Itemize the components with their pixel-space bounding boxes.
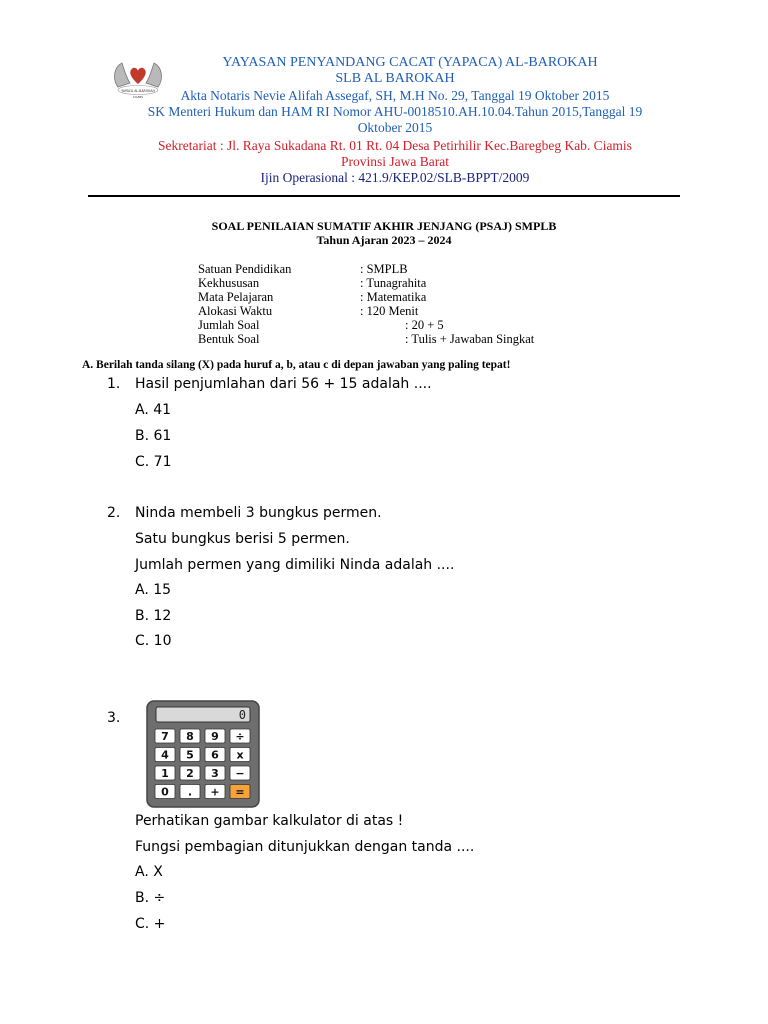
calculator-key-label: 1 (161, 767, 169, 780)
question-text: Ninda membeli 3 bungkus permen. (135, 505, 382, 521)
sk-line-2: Oktober 2015 (357, 120, 433, 135)
calculator-key-label: 7 (161, 730, 169, 743)
info-value: : 20 + 5 (405, 318, 444, 332)
info-value: : Tulis + Jawaban Singkat (405, 332, 535, 346)
header-divider (88, 195, 680, 197)
question-number: 1. (107, 376, 121, 392)
calculator-key-label: 4 (161, 748, 169, 762)
option-b: B. 61 (135, 428, 172, 444)
document-title (0, 219, 768, 247)
calculator-key-label: 9 (211, 730, 219, 743)
calculator-display: 0 (238, 708, 246, 722)
calculator-key-label: 5 (186, 748, 194, 762)
info-value: : Matematika (360, 290, 427, 304)
question-number: 3. (107, 710, 121, 726)
question-text: Perhatikan gambar kalkulator di atas ! (135, 813, 404, 829)
calculator-key-label: = (235, 785, 245, 799)
info-label: Jumlah Soal (198, 318, 260, 332)
option-c: C. + (135, 916, 166, 932)
option-b: B. ÷ (135, 890, 166, 906)
calculator-icon (146, 700, 260, 808)
calculator-key-label: 6 (211, 748, 219, 762)
calculator-key-label: 0 (161, 785, 169, 799)
question-text: Satu bungkus berisi 5 permen. (135, 531, 350, 547)
calculator-key-label: x (236, 748, 244, 762)
option-a: A. 15 (135, 582, 172, 598)
address-line-2: Provinsi Jawa Barat (341, 154, 449, 169)
info-label: Mata Pelajaran (198, 290, 274, 304)
info-label: Bentuk Soal (198, 332, 260, 346)
calculator-key-label: − (235, 767, 245, 780)
question-text: Jumlah permen yang dimiliki Ninda adalah .... (135, 557, 455, 573)
section-instruction: A. Berilah tanda silang (X) pada huruf a, b, atau c di depan jawaban yang paling tepat! (82, 359, 511, 371)
question-3 (0, 813, 768, 933)
hands-heart-logo (108, 57, 168, 101)
org-name: YAYASAN PENYANDANG CACAT (YAPACA) AL-BAROKAH (222, 55, 598, 70)
question-2 (0, 505, 768, 655)
letterhead (100, 55, 690, 186)
calculator-key-label: 2 (186, 767, 194, 780)
calculator-key-label: ÷ (235, 730, 245, 743)
question-text: Hasil penjumlahan dari 56 + 15 adalah .... (135, 376, 432, 392)
title-line-1: SOAL PENILAIAN SUMATIF AKHIR JENJANG (PSAJ) SMPLB (211, 219, 557, 233)
sk-line-1: SK Menteri Hukum dan HAM RI Nomor AHU-0018510.AH.10.04.Tahun 2015,Tanggal 19 (147, 104, 643, 119)
option-a: A. 41 (135, 402, 172, 418)
address-line-1: Sekretariat : Jl. Raya Sukadana Rt. 01 Rt. 04 Desa Petirhilir Kec.Baregbeg Kab. Ciamis (158, 138, 632, 153)
calculator-key-label: 3 (211, 767, 219, 780)
info-label: Kekhususan (198, 276, 260, 290)
info-label: Satuan Pendidikan (198, 262, 292, 276)
logo-text-bottom: CIAMIS (132, 95, 144, 99)
title-line-2: Tahun Ajaran 2023 – 2024 (316, 233, 452, 247)
question-text: Fungsi pembagian ditunjukkan dengan tanda .... (135, 839, 475, 855)
question-3-number (0, 710, 140, 730)
calculator-key-label: + (210, 785, 220, 799)
question-1 (0, 376, 768, 476)
info-value: : Tunagrahita (360, 276, 427, 290)
option-c: C. 71 (135, 454, 172, 470)
option-c: C. 10 (135, 633, 172, 649)
calculator-key-label: . (187, 785, 193, 799)
info-label: Alokasi Waktu (198, 304, 273, 318)
option-b: B. 12 (135, 608, 172, 624)
option-a: A. X (135, 864, 163, 880)
info-value: : 120 Menit (360, 304, 419, 318)
logo-text-top: YAPACA AL-BAROKAH (121, 89, 155, 93)
info-value: : SMPLB (360, 262, 408, 276)
question-number: 2. (107, 505, 121, 521)
permit-line: Ijin Operasional : 421.9/KEP.02/SLB-BPPT/2009 (260, 170, 530, 185)
calculator-key-label: 8 (186, 730, 194, 743)
school-name: SLB AL BAROKAH (335, 71, 455, 86)
notary-line: Akta Notaris Nevie Alifah Assegaf, SH, M.H No. 29, Tanggal 19 Oktober 2015 (180, 88, 610, 103)
